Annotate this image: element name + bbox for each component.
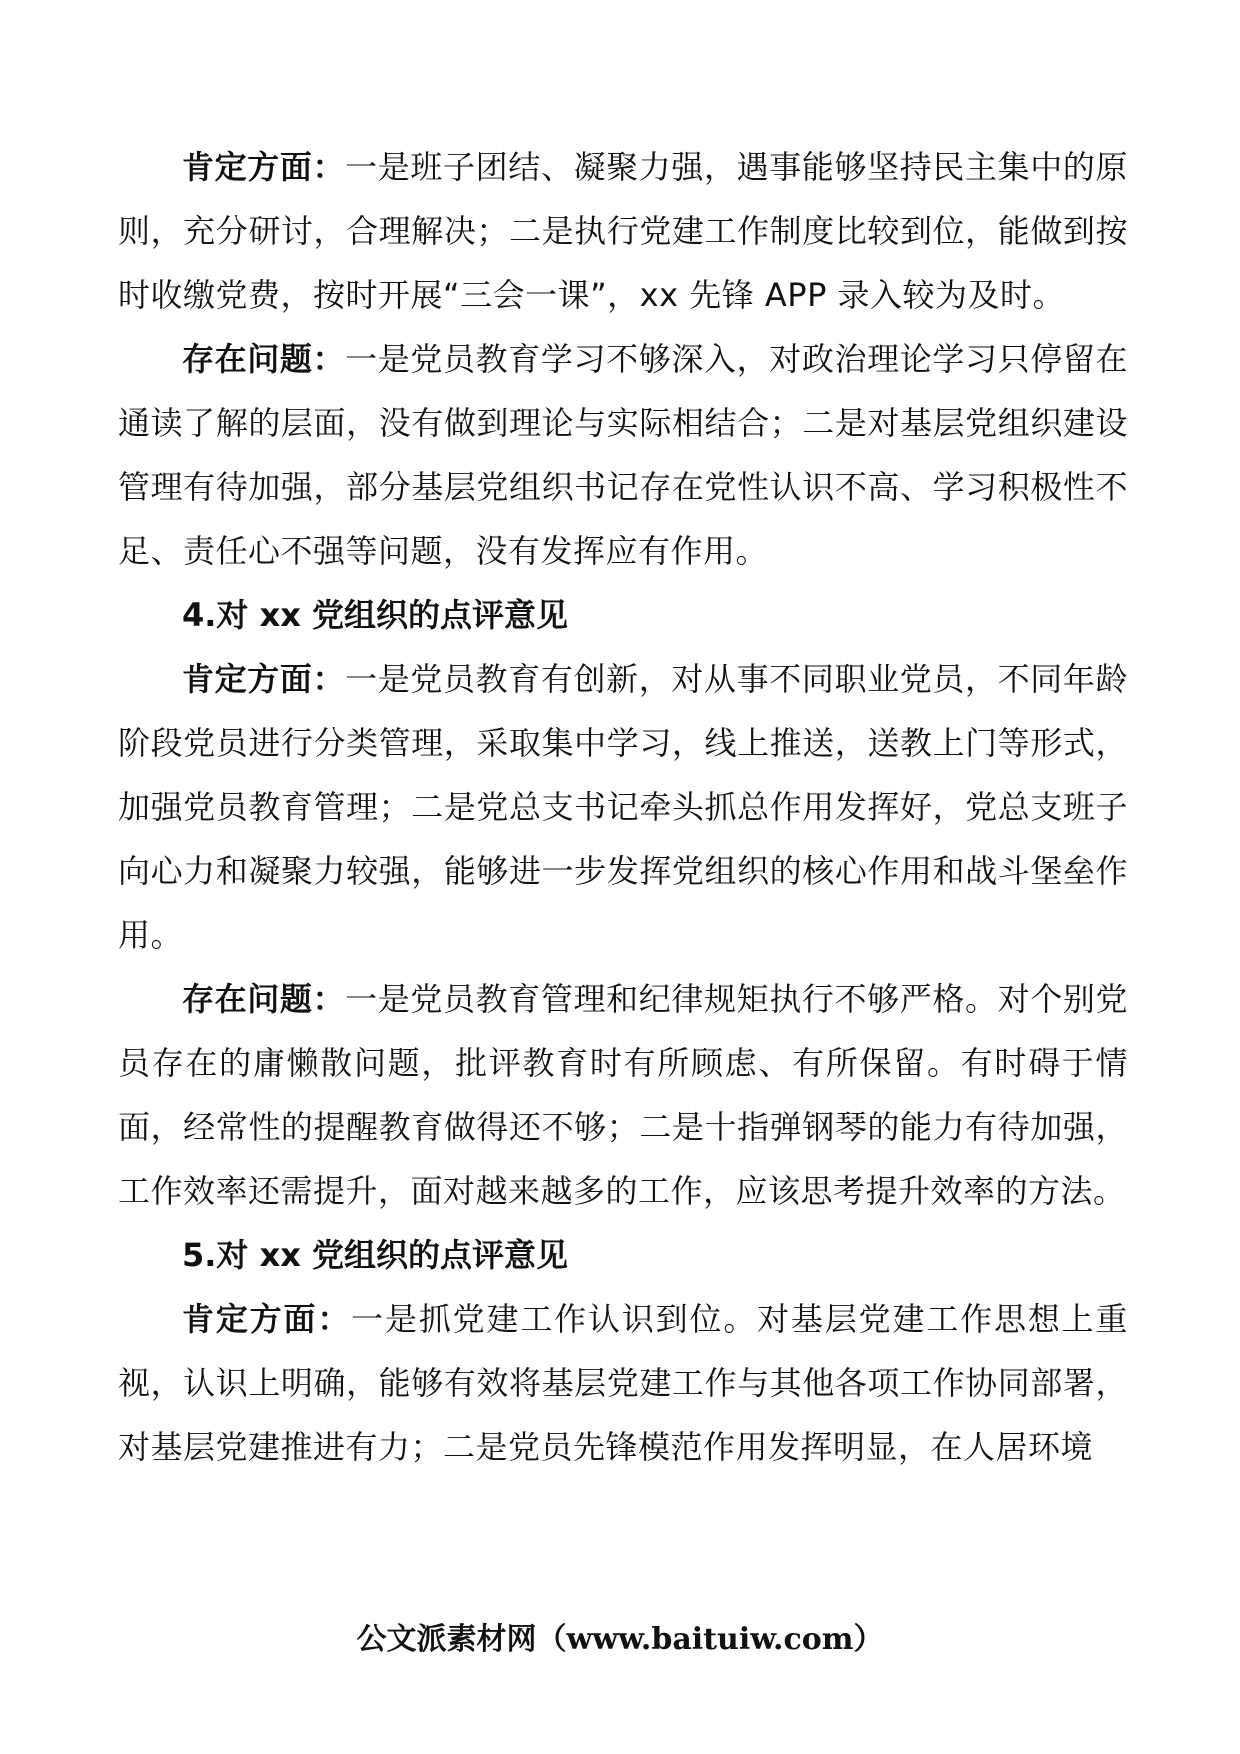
- paragraph-text: 一是党员教育学习不够深入，对政治理论学习只停留在通读了解的层面，没有做到理论与实际相结合；二是对基层党组织建设管理有待加强，部分基层党组织书记存在党性认识不高、学习积极性不足、责任心不强等问题，没有发挥应有作用。: [118, 340, 1128, 570]
- paragraph-issues-1: [118, 327, 1128, 583]
- paragraph-text: 一是党员教育管理和纪律规矩执行不够严格。对个别党员存在的庸懒散问题，批评教育时有所顾虑、有所保留。有时碍于情面，经常性的提醒教育做得还不够；二是十指弹钢琴的能力有待加强，工作效率还需提升，面对越来越多的工作，应该思考提升效率的方法。: [118, 980, 1128, 1210]
- paragraph-lead: 存在问题：: [182, 340, 346, 378]
- paragraph-positive-3: [118, 1287, 1128, 1479]
- document-body: [118, 135, 1128, 1479]
- paragraph-text: 一是党员教育有创新，对从事不同职业党员，不同年龄阶段党员进行分类管理，采取集中学习，线上推送，送教上门等形式，加强党员教育管理；二是党总支书记牵头抓总作用发挥好，党总支班子向心力和凝聚力较强，能够进一步发挥党组织的核心作用和战斗堡垒作用。: [118, 660, 1128, 954]
- paragraph-issues-2: [118, 967, 1128, 1223]
- paragraph-lead: 肯定方面：: [182, 1300, 352, 1338]
- paragraph-lead: 存在问题：: [182, 980, 346, 1018]
- paragraph-text: 一是抓党建工作认识到位。对基层党建工作思想上重视，认识上明确，能够有效将基层党建工作与其他各项工作协同部署，对基层党建推进有力；二是党员先锋模范作用发挥明显，在人居环境: [118, 1300, 1128, 1466]
- section-heading-4: 4.对 xx 党组织的点评意见: [182, 596, 568, 634]
- paragraph-lead: 肯定方面：: [182, 660, 346, 698]
- section-heading-5: 5.对 xx 党组织的点评意见: [182, 1236, 568, 1274]
- paragraph-text: 一是班子团结、凝聚力强，遇事能够坚持民主集中的原则，充分研讨，合理解决；二是执行党建工作制度比较到位，能做到按时收缴党费，按时开展“三会一课”，xx 先锋 APP 录入较为及时。: [118, 148, 1128, 314]
- paragraph-lead: 肯定方面：: [182, 148, 346, 186]
- page-footer-watermark: 公文派素材网（www.baituiw.com）: [356, 1622, 884, 1657]
- paragraph-positive-1: [118, 135, 1128, 327]
- paragraph-positive-2: [118, 647, 1128, 967]
